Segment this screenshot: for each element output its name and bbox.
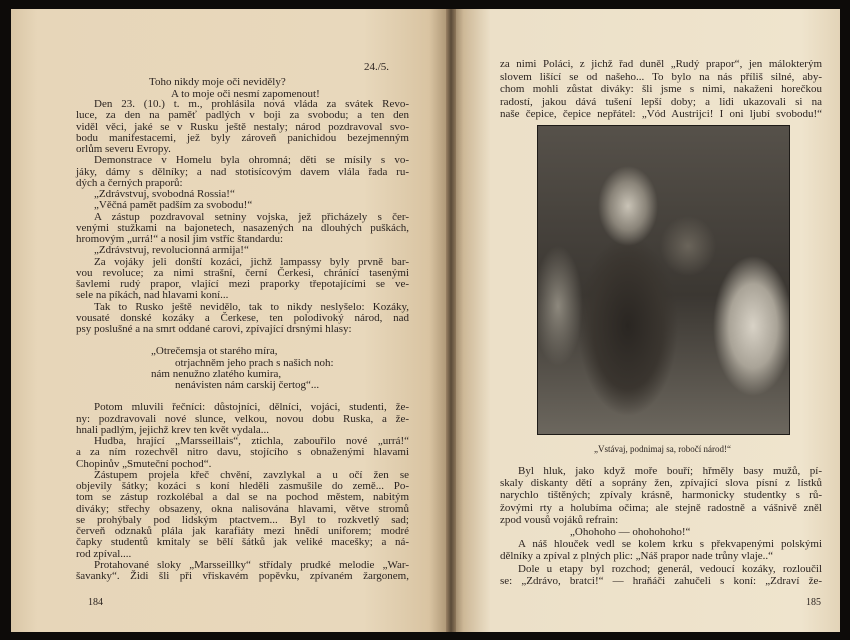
- text-line: vousaté donské kozáky a Čerkese, ten polodivoký národ, nad: [76, 311, 409, 324]
- text-line: „Zdrávstvuj, revolucionná armija!“: [94, 244, 249, 257]
- epigraph-line: Toho nikdy moje oči neviděly?: [149, 76, 286, 88]
- paragraph: [76, 560, 409, 583]
- paragraph: [76, 99, 409, 155]
- text-line: chom mohli zůstat diváky: šli jsme s nimi, nakaženi horečkou: [500, 83, 822, 95]
- illustration-photo: [537, 125, 790, 435]
- text-line: luce, za den na paměť padlých v boji za svobodu; a ten den: [76, 109, 409, 122]
- text-line: se: „Zdrávo, bratci!“ — hraňáči zahučeli s koní: „Zdraví že-: [500, 574, 822, 587]
- paragraph: [500, 563, 822, 587]
- text-line: šavlemi rudý prapor, vlající mezi praporky třepotajícími se ve-: [76, 278, 409, 290]
- text-line: jáky, dámy s dělníky; a nad stotisícovým davem vlála řada ru-: [76, 165, 409, 178]
- text-line: za nimi Poláci, z jichž řad duněl „Rudý prapor“, jen málokterým: [500, 58, 822, 70]
- text-line: radostí, jakou dává tušení lepší doby; a lidi ukazovali si na: [500, 95, 822, 108]
- text-line: vou revoluce; za nimi strašní, černí Čerkesi, chránící tasenými: [76, 266, 409, 279]
- text-line: sele na píkách, nad hlavami koní...: [76, 289, 229, 302]
- paragraph: [76, 155, 409, 189]
- text-line: venými stužkami na bajonetech, nasazených na dlouhých puškách,: [76, 221, 409, 234]
- poem-stanza: [76, 346, 409, 391]
- text-line: se prohýbaly pod lidským ptactvem... Byl to rozkvetlý sad;: [76, 513, 409, 526]
- text-line: „Zdrávstvuj, svobodná Rossia!“: [94, 188, 235, 200]
- paragraph: [500, 58, 822, 121]
- paragraph: [76, 402, 409, 436]
- text-line: zpod vousů vojáků refrain:: [500, 513, 619, 526]
- text-line: Potom mluvili řečníci: důstojníci, dělníci, vojáci, studenti, že-: [94, 401, 409, 414]
- text-line: Chopinův „Smuteční pochod“.: [76, 457, 212, 470]
- text-line: nám nenužno zlatého kumira,: [151, 367, 282, 380]
- text-line: A náš hlouček vedl se kolem krku s překvapenými polskými: [518, 538, 822, 551]
- text-line: Protahované sloky „Marsseillky“ střídaly prudké melodie „War-: [94, 558, 409, 571]
- text-line: Hudba, hrající „Marsseillais“, ztichla, zabouřilo nové „urrá!“: [94, 435, 409, 447]
- text-line: bodu manifestacemi, jež byly zároveň panichidou bezejmenným: [76, 131, 409, 144]
- text-line: orlům severu Evropy.: [76, 143, 171, 155]
- text-line: viděl věci, jaké se v Rusku ještě nestaly; národ pozdravoval svo-: [76, 120, 409, 133]
- text-line: Zástupem projela křeč chvění, zavzlykal a u očí žen se: [94, 468, 409, 481]
- text-line: šavanky“. Židi šli při vřiskavém popěvku, zpívaném žargonem,: [76, 570, 409, 582]
- text-line: naše čepice, čepice nepřátel: „Vód Austrijci! I oni ljubí svobodu!“: [500, 108, 822, 120]
- text-line: Za vojáky jeli donští kozáci, jichž lampassy byly prvně bar-: [94, 255, 409, 268]
- text-line: objevily šátky; kozáci s koní hleděli zasmušile do země... Po-: [76, 480, 409, 492]
- illustration-caption: „Vstávaj, podnimaj sa, robočí národ!“: [594, 444, 731, 454]
- text-line: dělníky a zpíval z plných plic: „Náš prapor nade trůny vlaje..“: [500, 550, 774, 563]
- text-line: červeň odznaků plála jak karafiáty mezi hnědí uniforem; modré: [76, 525, 409, 537]
- text-line: dých a černých praporů:: [76, 176, 183, 189]
- text-line: diváky; střechy obsazeny, okna nalisována hlavami, větve stromů: [76, 502, 409, 515]
- text-line: ny: pozdravovali nové slunce, velkou, novou dobu Ruska, a že-: [76, 412, 409, 425]
- page-number-left: 184: [88, 597, 103, 608]
- text-line: slovem lišící se od našeho... To bylo na nás příliš silné, aby-: [500, 70, 822, 83]
- text-line: otrjachněm jeho prach s našich noh:: [175, 356, 334, 369]
- text-line: Tak to Rusko ještě nevidělo, tak to nikdy neslyšelo: Kozáky,: [94, 300, 409, 313]
- diary-date-header: 24./5.: [364, 61, 390, 73]
- paragraph: [76, 212, 409, 246]
- book-gutter: [446, 9, 456, 632]
- text-line: Demonstrace v Homelu byla ohromná; děti se mísily s vo-: [94, 154, 409, 167]
- text-line: A zástup pozdravoval setniny vojska, jež přicházely s čer-: [94, 210, 409, 223]
- page-number-right: 185: [806, 597, 821, 608]
- text-line: „Ohohoho — ohohohoho!“: [570, 525, 691, 538]
- text-line: narychlo tištěných; zpívaly krásně, harmonicky studentky s rů-: [500, 489, 822, 502]
- quoted-exclamation: [500, 526, 822, 538]
- text-line: Byl hluk, jako když moře bouří; hřměly basy mužů, pí-: [518, 465, 822, 477]
- quoted-exclamation: [76, 245, 409, 256]
- text-line: Dole u etapy byl rozchod; generál, vedoucí kozáky, rozloučil: [518, 562, 822, 575]
- quoted-exclamation: [76, 189, 409, 212]
- text-line: skaly diskanty dětí a soprány žen, zpívající slova písní z lístků: [500, 477, 822, 490]
- text-line: žovými rty a holubíma očima; ale stejně radostně a vášnivě zněl: [500, 501, 822, 514]
- right-page-text: [500, 465, 822, 587]
- epigraph-line: A to moje oči nesmí zapomenout!: [171, 88, 320, 100]
- left-page-text: [76, 99, 409, 582]
- text-line: hnali padlým, jejichž krev ten květ vydala...: [76, 423, 270, 436]
- text-line: Den 23. (10.) t. m., prohlásila nová vláda za svátek Revo-: [94, 98, 409, 110]
- paragraph: [500, 538, 822, 562]
- text-line: rod zpíval....: [76, 547, 132, 560]
- right-page-top-text: [500, 58, 822, 121]
- paragraph: [76, 470, 409, 560]
- text-line: tom se zástup rozkolébal a dal se na pochod městem, nabitým: [76, 491, 409, 504]
- text-line: nenávisten nám carskij čertog“...: [175, 379, 320, 391]
- paragraph: [500, 465, 822, 526]
- text-line: psy poslušné a na smrt oddané carovi, zpívající drsnými hlasy:: [76, 323, 352, 335]
- text-line: „Věčná pamět padším za svobodu!“: [94, 199, 253, 212]
- text-line: „Otrečemsja ot starého míra,: [151, 345, 278, 358]
- text-line: a za ním rozechvěl nitro davu, stojícího s obnaženými hlavami: [76, 446, 409, 459]
- paragraph: [76, 257, 409, 302]
- paragraph: [76, 436, 409, 470]
- text-line: hromovým „urrá!“ a nosil jim vstříc štandardu:: [76, 233, 284, 245]
- paragraph: [76, 302, 409, 336]
- text-line: čapky studentů kmitaly se bělí šátků jak veliké macešky; a ná-: [76, 536, 409, 549]
